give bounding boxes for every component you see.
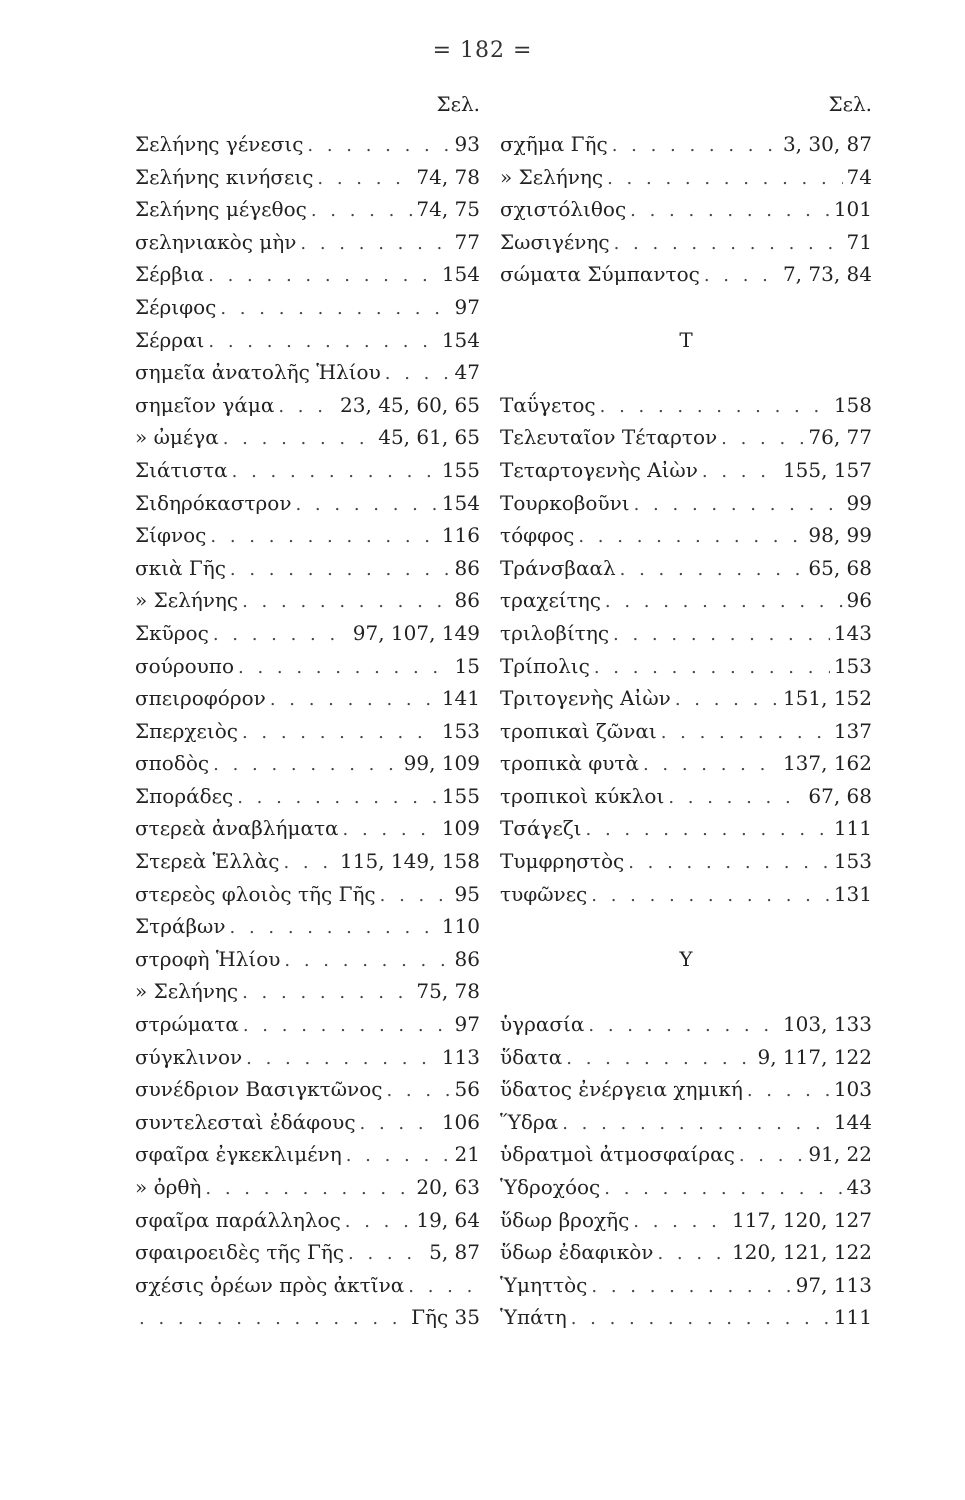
index-entry: [135, 1236, 480, 1269]
index-term: στερεὸς φλοιὸς τῆς Γῆς: [135, 881, 376, 906]
page-number: = 182 =: [432, 38, 533, 63]
page-refs: 153: [833, 849, 872, 874]
page-refs: 141: [441, 686, 480, 711]
index-term: Τελευταῖον Τέταρτον: [500, 425, 718, 450]
index-entry: [135, 1138, 480, 1171]
right-column-header: Σελ.: [828, 92, 872, 116]
index-term: Σέρβια: [135, 262, 205, 287]
page-refs: 137: [833, 718, 872, 743]
index-entry: [500, 454, 872, 487]
index-term: Τριτογενὴς Αἰὼν: [500, 686, 671, 711]
index-term: σπειροφόρον: [135, 686, 266, 711]
index-entry: [135, 943, 480, 976]
page-refs: 7, 73, 84: [782, 262, 872, 287]
index-term: ὕδατος ἐνέργεια χημική: [500, 1077, 743, 1102]
index-term: σχιστόλιθος: [500, 197, 627, 222]
page-refs: 15: [454, 653, 480, 678]
index-term: συντελεσταὶ ἐδάφους: [135, 1109, 356, 1134]
index-entry: [135, 1204, 480, 1237]
index-entry: [500, 128, 872, 161]
index-entry: [135, 747, 480, 780]
page-refs: 20, 63: [416, 1175, 480, 1199]
page-refs: 137, 162: [782, 751, 872, 776]
index-entry: [500, 161, 872, 194]
page-refs: 120, 121, 122: [732, 1240, 872, 1265]
index-entry: [500, 389, 872, 422]
index-entry: [500, 487, 872, 520]
index-entry: [500, 1204, 872, 1237]
dot-leader: [578, 521, 804, 554]
index-term: τυφῶνες: [500, 881, 588, 906]
index-entry: [135, 226, 480, 259]
index-term: Τουρκοβοῦνι: [500, 490, 630, 515]
dot-leader: [343, 814, 438, 847]
dot-leader: [243, 1010, 451, 1043]
dot-leader: [747, 1075, 830, 1108]
dot-leader: [238, 652, 451, 685]
page-refs: 153: [441, 718, 480, 743]
index-entry: [135, 128, 480, 161]
index-term: τροπικαὶ ζῶναι: [500, 718, 657, 743]
index-term: Τυμφρηστὸς: [500, 849, 625, 874]
index-term: τραχείτης: [500, 588, 601, 613]
index-term: σφαιροειδὲς τῆς Γῆς: [135, 1240, 345, 1265]
dot-leader: [620, 554, 805, 587]
dot-leader: [661, 717, 830, 750]
index-term: Σέριφος: [135, 294, 217, 319]
dot-leader: [242, 717, 438, 750]
index-entry: [135, 552, 480, 585]
dot-leader: [588, 1010, 779, 1043]
index-entry: [135, 878, 480, 911]
page-refs: 47: [454, 360, 480, 385]
index-term: σούρουπο: [135, 653, 234, 678]
index-term: Τράνσβααλ: [500, 555, 616, 580]
dot-leader: [704, 260, 779, 293]
page-refs: 144: [833, 1109, 872, 1134]
page-refs: 99, 109: [403, 751, 480, 776]
left-index-column: [135, 92, 480, 1334]
index-term: Τσάγεζι: [500, 816, 582, 841]
index-term: Σκῦρος: [135, 620, 209, 645]
dot-leader: [232, 456, 438, 489]
dot-leader: [628, 847, 830, 880]
index-entry: [135, 910, 480, 943]
blank-line: [500, 910, 872, 943]
index-entry: [135, 193, 480, 226]
blank-line: [500, 356, 872, 389]
page-refs: 91, 22: [808, 1142, 872, 1167]
section-letter: Τ: [679, 327, 693, 352]
left-entry-list: [135, 128, 480, 1334]
index-entry: [135, 421, 480, 454]
page-refs: 75, 78: [416, 979, 480, 1004]
page-refs: 74, 75: [416, 197, 480, 222]
index-term: τροπικοὶ κύκλοι: [500, 783, 665, 808]
page-refs: 19, 64: [416, 1207, 480, 1232]
index-term: στερεὰ ἀναβλήματα: [135, 816, 339, 841]
page-refs: 115, 149, 158: [340, 849, 480, 874]
dot-leader: [223, 423, 374, 456]
dot-leader: [600, 391, 830, 424]
index-entry: [500, 1171, 872, 1204]
dot-leader: [220, 293, 450, 326]
index-term: Σπερχειὸς: [135, 718, 238, 743]
index-term: Σέρραι: [135, 327, 205, 352]
index-term: σφαῖρα παράλληλος: [135, 1207, 341, 1232]
page-refs: 98, 99: [808, 523, 872, 548]
dot-leader: [586, 814, 830, 847]
index-entry: [135, 682, 480, 715]
index-entry: [135, 1269, 480, 1302]
page-refs: 96: [846, 588, 872, 613]
index-term: Σελήνης μέγεθος: [135, 197, 307, 222]
index-entry: [135, 650, 480, 683]
index-term: Στράβων: [135, 914, 226, 939]
index-entry: [500, 193, 872, 226]
right-entry-list: [500, 128, 872, 1334]
index-term: Ὑδροχόος: [500, 1175, 601, 1199]
page-refs: 153: [833, 653, 872, 678]
dot-leader: [139, 1303, 407, 1336]
dot-leader: [230, 554, 451, 587]
index-term: τριλοβίτης: [500, 620, 610, 645]
dot-leader: [307, 130, 450, 163]
page-refs: 116: [441, 523, 480, 548]
dot-leader: [311, 195, 413, 228]
index-entry: [500, 1236, 872, 1269]
dot-leader: [675, 684, 779, 717]
index-entry: [500, 1041, 872, 1074]
index-term: Σελήνης κινήσεις: [135, 164, 314, 189]
dot-leader: [300, 228, 450, 261]
index-entry: [135, 454, 480, 487]
index-term: Σιάτιστα: [135, 457, 228, 482]
dot-leader: [210, 521, 437, 554]
dot-leader: [739, 1140, 805, 1173]
page-refs: 155: [441, 457, 480, 482]
page-refs: 154: [441, 262, 480, 287]
left-column-header: Σελ.: [436, 92, 480, 116]
dot-leader: [237, 782, 438, 815]
index-term: σύγκλινον: [135, 1044, 243, 1069]
blank-line: [500, 975, 872, 1008]
index-entry: [135, 975, 480, 1008]
index-entry: [135, 389, 480, 422]
dot-leader: [380, 880, 451, 913]
dot-leader: [408, 1271, 476, 1304]
index-entry: [500, 258, 872, 291]
dot-leader: [566, 1043, 753, 1076]
index-entry: [500, 650, 872, 683]
page-refs: 45, 61, 65: [378, 425, 480, 450]
index-entry: [135, 1171, 480, 1204]
index-entry: [135, 584, 480, 617]
dot-leader: [613, 619, 830, 652]
index-term: Σιδηρόκαστρον: [135, 490, 292, 515]
index-term: σημεῖον γάμα: [135, 392, 275, 417]
dot-leader: [208, 260, 438, 293]
dot-leader: [205, 1173, 412, 1206]
page-refs: 74, 78: [416, 164, 480, 189]
page-refs: 97: [454, 294, 480, 319]
page-refs: 5, 87: [429, 1240, 480, 1265]
dot-leader: [657, 1238, 728, 1271]
page-refs: 131: [833, 881, 872, 906]
index-term: σχῆμα Γῆς: [500, 132, 608, 156]
dot-leader: [284, 945, 450, 978]
page-refs: 67, 68: [808, 783, 872, 808]
page-refs: 74: [846, 164, 872, 189]
index-entry: [135, 161, 480, 194]
index-entry: [500, 1269, 872, 1302]
page-refs: 117, 120, 127: [732, 1207, 872, 1232]
index-term: στρώματα: [135, 1012, 239, 1037]
dot-leader: [386, 1075, 450, 1108]
index-term: Στερεὰ Ἑλλὰς: [135, 849, 280, 874]
index-entry: [500, 519, 872, 552]
index-entry: [135, 1106, 480, 1139]
section-letter-heading: [500, 324, 872, 357]
index-entry: [135, 617, 480, 650]
page-refs: 9, 117, 122: [757, 1044, 872, 1069]
index-term: Σελήνης γένεσις: [135, 132, 304, 156]
index-entry: [500, 1073, 872, 1106]
dot-leader: [242, 977, 412, 1010]
dot-leader: [571, 1303, 830, 1336]
index-term: τροπικὰ φυτὰ: [500, 751, 639, 776]
page-refs: 93: [454, 132, 480, 156]
index-entry: [500, 878, 872, 911]
dot-leader: [360, 1108, 438, 1141]
page-refs: 113: [441, 1044, 480, 1069]
index-entry: [135, 1041, 480, 1074]
dot-leader: [345, 1206, 413, 1239]
index-term: Ὑμηττὸς: [500, 1272, 588, 1297]
dot-leader: [230, 912, 438, 945]
dot-leader: [283, 847, 336, 880]
page-refs: 143: [833, 620, 872, 645]
dot-leader: [634, 489, 843, 522]
dot-leader: [668, 782, 804, 815]
index-entry: [500, 421, 872, 454]
index-entry: [135, 291, 480, 324]
dot-leader: [270, 684, 438, 717]
index-entry: [135, 519, 480, 552]
index-entry: [135, 324, 480, 357]
index-entry: [500, 552, 872, 585]
index-term: Ὕδρα: [500, 1109, 559, 1134]
index-entry: [135, 1301, 480, 1334]
dot-leader: [562, 1108, 830, 1141]
page-refs: 151, 152: [782, 686, 872, 711]
index-entry: [500, 845, 872, 878]
page-refs: 99: [846, 490, 872, 515]
index-entry: [500, 780, 872, 813]
index-term: Σωσιγένης: [500, 229, 610, 254]
dot-leader: [346, 1140, 451, 1173]
dot-leader: [295, 489, 437, 522]
index-entry: [500, 584, 872, 617]
index-entry: [135, 812, 480, 845]
page-refs: 155, 157: [782, 457, 872, 482]
dot-leader: [591, 1271, 791, 1304]
index-term: » Σελήνης: [135, 979, 239, 1004]
dot-leader: [605, 586, 843, 619]
index-term: σκιὰ Γῆς: [135, 555, 226, 580]
index-term: » ὠμέγα: [135, 425, 219, 450]
index-entry: [135, 487, 480, 520]
index-entry: [135, 1008, 480, 1041]
dot-leader: [612, 130, 779, 163]
page-refs: 103, 133: [782, 1012, 872, 1037]
page-refs: 97, 113: [795, 1272, 872, 1297]
index-term: σχέσις ὀρέων πρὸς ἀκτῖνα: [135, 1272, 405, 1297]
page-refs: 106: [441, 1109, 480, 1134]
page-refs: 154: [441, 490, 480, 515]
page-refs: 71: [846, 229, 872, 254]
dot-leader: [348, 1238, 425, 1271]
index-term: σώματα Σύμπαντος: [500, 262, 700, 287]
index-entry: [500, 747, 872, 780]
dot-leader: [208, 326, 437, 359]
dot-leader: [607, 163, 842, 196]
index-entry: [500, 1138, 872, 1171]
page-refs: 86: [454, 555, 480, 580]
page-refs: 95: [454, 881, 480, 906]
dot-leader: [385, 358, 451, 391]
index-term: » Σελήνης: [500, 164, 604, 189]
dot-leader: [591, 880, 830, 913]
dot-leader: [246, 1043, 438, 1076]
index-term: στροφὴ Ἡλίου: [135, 946, 281, 971]
index-entry: [500, 617, 872, 650]
dot-leader: [278, 391, 336, 424]
page-refs: 154: [441, 327, 480, 352]
index-entry: [135, 845, 480, 878]
index-term: Ταΰγετος: [500, 392, 596, 417]
dot-leader: [614, 228, 843, 261]
index-entry: [500, 1301, 872, 1334]
index-term: Τεταρτογενὴς Αἰὼν: [500, 457, 698, 482]
page-refs: 23, 45, 60, 65: [340, 392, 480, 417]
index-entry: [135, 258, 480, 291]
index-term: ὕδωρ βροχῆς: [500, 1207, 630, 1232]
index-term: » ὀρθὴ: [135, 1175, 202, 1199]
dot-leader: [213, 619, 349, 652]
page-refs: 3, 30, 87: [782, 132, 872, 156]
index-term: σεληνιακὸς μὴν: [135, 229, 297, 254]
index-entry: [500, 226, 872, 259]
index-term: ὕδατα: [500, 1044, 563, 1069]
page-refs: 97: [454, 1012, 480, 1037]
page-refs: 21: [454, 1142, 480, 1167]
index-entry: [135, 356, 480, 389]
index-entry: [500, 812, 872, 845]
dot-leader: [242, 586, 450, 619]
dot-leader: [702, 456, 779, 489]
section-letter-heading: [500, 943, 872, 976]
page-refs: 111: [833, 816, 872, 841]
dot-leader: [594, 652, 830, 685]
index-entry: [500, 715, 872, 748]
index-entry: [500, 1106, 872, 1139]
index-term: σημεῖα ἀνατολῆς Ἡλίου: [135, 360, 381, 385]
index-term: ὑγρασία: [500, 1012, 585, 1037]
blank-line: [500, 291, 872, 324]
dot-leader: [317, 163, 412, 196]
right-index-column: [500, 92, 872, 1334]
page-refs: Γῆς 35: [411, 1305, 480, 1330]
dot-leader: [721, 423, 804, 456]
index-term: ὑδρατμοὶ ἀτμοσφαίρας: [500, 1142, 735, 1167]
index-term: Τρίπολις: [500, 653, 590, 678]
index-term: » Σελήνης: [135, 588, 239, 613]
dot-leader: [630, 195, 830, 228]
page-refs: 43: [846, 1175, 872, 1199]
index-entry: [500, 1008, 872, 1041]
dot-leader: [633, 1206, 728, 1239]
page-refs: 109: [441, 816, 480, 841]
page-refs: 76, 77: [808, 425, 872, 450]
index-term: ὕδωρ ἐδαφικὸν: [500, 1240, 654, 1265]
index-entry: [135, 1073, 480, 1106]
index-term: τόφφος: [500, 523, 575, 548]
index-term: Σποράδες: [135, 783, 234, 808]
index-term: συνέδριον Βασιγκτῶνος: [135, 1077, 383, 1102]
page-refs: 103: [833, 1077, 872, 1102]
dot-leader: [213, 749, 400, 782]
page-refs: 155: [441, 783, 480, 808]
page-refs: 65, 68: [808, 555, 872, 580]
section-letter: Υ: [679, 946, 693, 971]
index-entry: [500, 682, 872, 715]
page-refs: 86: [454, 588, 480, 613]
page-refs: 101: [833, 197, 872, 222]
page-refs: 56: [454, 1077, 480, 1102]
index-term: Ὑπάτη: [500, 1305, 567, 1330]
page-refs: 97, 107, 149: [352, 620, 480, 645]
page-refs: 86: [454, 946, 480, 971]
page-refs: 111: [833, 1305, 872, 1330]
index-term: σφαῖρα ἐγκεκλιμένη: [135, 1142, 342, 1167]
page-refs: 77: [454, 229, 480, 254]
index-term: Σίφνος: [135, 523, 207, 548]
dot-leader: [643, 749, 779, 782]
dot-leader: [604, 1173, 842, 1206]
page-refs: 158: [833, 392, 872, 417]
index-entry: [135, 715, 480, 748]
index-entry: [135, 780, 480, 813]
index-term: σποδὸς: [135, 751, 210, 776]
page-refs: 110: [441, 914, 480, 939]
